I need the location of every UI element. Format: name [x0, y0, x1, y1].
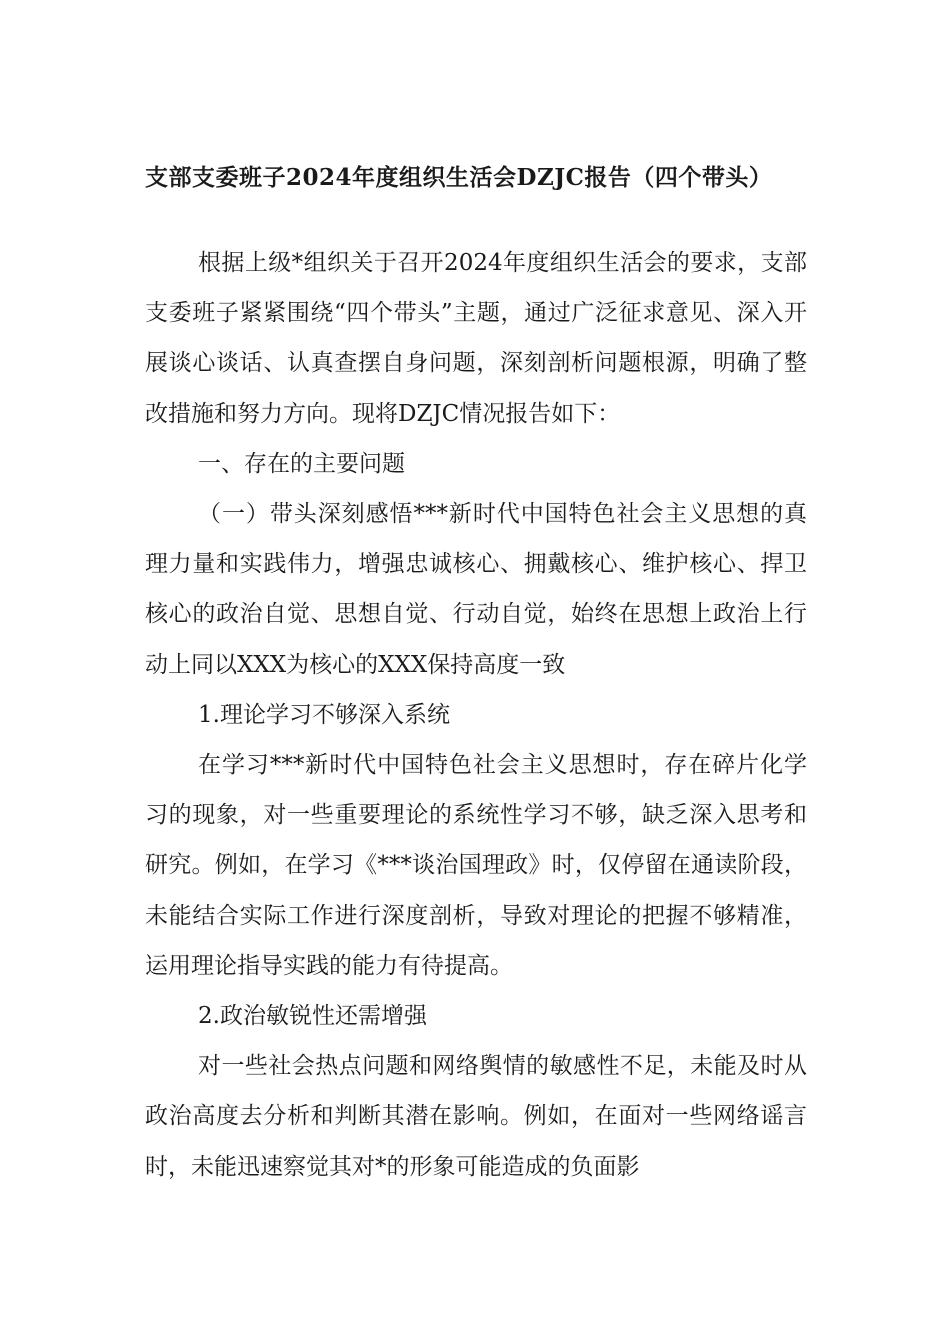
item-heading-1: 1.理论学习不够深入系统	[198, 701, 450, 728]
item-paragraph-1: 在学习***新时代中国特色社会主义思想时，存在碎片化学习的现象，对一些重要理论的系统性学习不够，缺乏深入思考和研究。例如，在学习《***谈治国理政》时，仅停留在通读阶段，未能结合实际工作进行深度剖析，导致对理论的把握不够精准，运用理论指导实践的能力有待提高。	[145, 752, 807, 979]
item-heading-2: 2.政治敏锐性还需增强	[198, 1003, 427, 1030]
intro-paragraph: 根据上级*组织关于召开2024年度组织生活会的要求，支部支委班子紧紧围绕“四个带头”主题，通过广泛征求意见、深入开展谈心谈话、认真查摆自身问题，深刻剖析问题根源，明确了整改措施和努力方向。现将DZJC情况报告如下：	[145, 250, 807, 427]
item-paragraph-2: 对一些社会热点问题和网络舆情的敏感性不足，未能及时从政治高度去分析和判断其潜在影响。例如，在面对一些网络谣言时，未能迅速察觉其对*的形象可能造成的负面影	[145, 1053, 807, 1180]
document-title: 支部支委班子2024年度组织生活会DZJC报告（四个带头）	[145, 164, 773, 191]
section-heading-1: 一、存在的主要问题	[198, 450, 405, 477]
subsection-heading-1: （一）带头深刻感悟***新时代中国特色社会主义思想的真理力量和实践伟力，增强忠诚核心、拥戴核心、维护核心、捍卫核心的政治自觉、思想自觉、行动自觉，始终在思想上政治上行动上同以XXX为核心的XXX保持高度一致	[145, 501, 807, 678]
document-body	[145, 238, 807, 1192]
